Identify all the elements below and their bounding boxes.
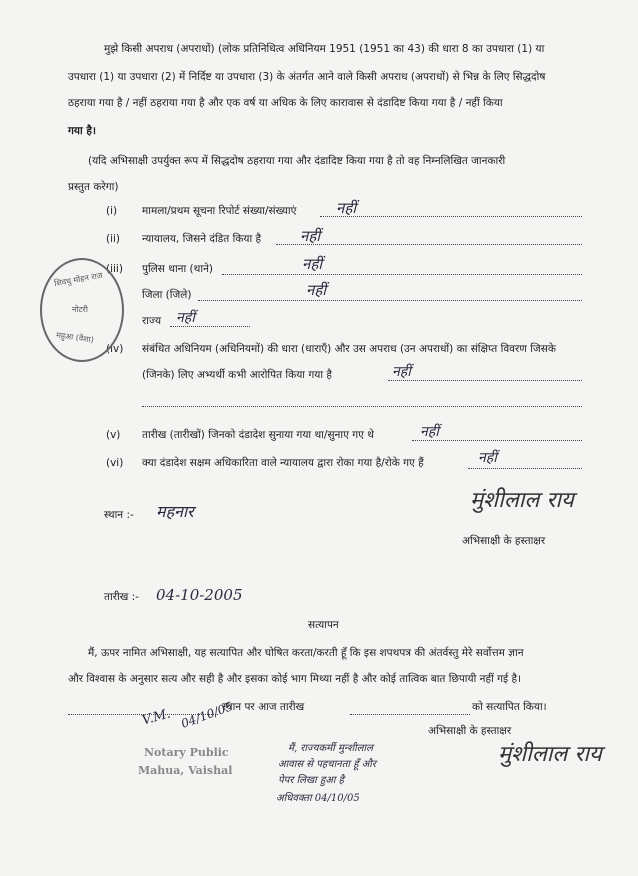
item-i-label: मामला/प्रथम सूचना रिपोर्ट संख्या/संख्याएं <box>142 205 297 217</box>
item-iii-value: नहीं <box>302 255 323 273</box>
item-ii-line <box>276 244 582 245</box>
handwritten-note-2: आवास से पहचानता हूँ और <box>278 759 377 770</box>
item-i-value: नहीं <box>336 199 357 217</box>
verification-heading: सत्यापन <box>308 619 339 631</box>
deponent-sig-label: अभिसाक्षी के हस्ताक्षर <box>462 535 546 547</box>
notary-initials: V.M. <box>140 706 173 729</box>
notary-line2: Mahua, Vaishal <box>138 764 233 777</box>
item-iv-num: (iv) <box>106 343 124 355</box>
item-iii-c-label: राज्य <box>142 315 162 327</box>
footer-sig-label: अभिसाक्षी के हस्ताक्षर <box>428 725 512 737</box>
stamp-text-c: महुआ (वैशा) <box>55 330 95 345</box>
para2-line2: प्रस्तुत करेगा) <box>68 181 119 193</box>
item-iii-b-value: नहीं <box>306 281 327 299</box>
para1-line3: ठहराया गया है / नहीं ठहराया गया है और एक वर्ष या अधिक के लिए कारावास से दंडादिष्ट किया गया है / नहीं किया <box>68 97 503 109</box>
item-iv-label2: (जिनके) लिए अभ्यर्थी कभी आरोपित किया गया है <box>142 369 332 381</box>
item-v-label: तारीख (तारीखों) जिनको दंडादेश सुनाया गया था/सुनाए गए थे <box>142 429 374 441</box>
item-vi-label: क्या दंडादेश सक्षम अधिकारिता वाले न्यायालय द्वारा रोका गया है/रोके गए हैं <box>142 457 424 469</box>
place-label: स्थान :- <box>104 509 134 521</box>
item-iii-b-label: जिला (जिले) <box>142 289 192 301</box>
date-label: तारीख :- <box>104 591 139 603</box>
item-iii-c-value: नहीं <box>176 310 195 326</box>
handwritten-note-3: पेपर लिखा हुआ है <box>278 775 344 786</box>
item-ii-num: (ii) <box>106 233 121 245</box>
verification-line1: मैं, ऊपर नामित अभिसाक्षी, यह सत्यापित और घोषित करता/करती हूँ कि इस शपथपत्र की अंतर्वस्तु मेरे सर्वोत्तम ज्ञान <box>88 647 524 659</box>
verification-line3b: को सत्यापित किया। <box>472 701 547 713</box>
item-iv-line2 <box>142 406 582 407</box>
item-i-line <box>320 216 582 217</box>
handwritten-note-4: अधिवक्ता 04/10/05 <box>276 793 360 804</box>
item-vi-line <box>468 468 582 469</box>
item-ii-label: न्यायालय, जिसने दंडित किया है <box>142 233 262 245</box>
stamp-text-b: नोटरी <box>72 305 88 314</box>
item-v-num: (v) <box>106 429 121 441</box>
item-iii-num: (iii) <box>106 263 123 275</box>
footer-signature: मुंशीलाल राय <box>498 742 602 767</box>
item-v-value: नहीं <box>420 424 439 440</box>
para1-line2: उपधारा (1) या उपधारा (2) में निर्दिष्ट या उपधारा (3) के अंतर्गत आने वाले किसी अपराध (अपराधों) से भिन्न के लिए सिद्धदोष <box>68 71 546 83</box>
item-iii-line <box>222 274 582 275</box>
place-value: महनार <box>156 502 194 521</box>
para2-line1: (यदि अभिसाक्षी उपर्युक्त रूप में सिद्धदोष ठहराया गया और दंडादिष्ट किया गया है तो वह निम्नलिखित जानकारी <box>88 155 506 167</box>
para1-line1: मुझे किसी अपराध (अपराधों) (लोक प्रतिनिधित्व अधिनियम 1951 (1951 का 43) की धारा 8 का उपधारा (1) या <box>104 43 545 55</box>
item-iv-line <box>388 380 582 381</box>
handwritten-note-1: मैं, राज्यकर्मी मुन्शीलाल <box>288 743 373 754</box>
item-iii-b-line <box>198 300 582 301</box>
notary-stamp <box>136 699 256 796</box>
seal-stamp <box>40 258 124 362</box>
item-vi-value: नहीं <box>478 450 497 466</box>
verification-line3-blank2 <box>350 714 470 715</box>
item-vi-num: (vi) <box>106 457 124 469</box>
item-iii-label: पुलिस थाना (थाने) <box>142 263 214 275</box>
item-iv-value: नहीं <box>392 364 411 380</box>
para1-line4: गया है। <box>68 125 96 137</box>
notary-date: 04/10/05 <box>179 699 235 731</box>
item-i-num: (i) <box>106 205 118 217</box>
stamp-text-a: शिवधु मोहन राज <box>53 270 104 289</box>
verification-line2: और विश्वास के अनुसार सत्य और सही है और इसका कोई भाग मिथ्या नहीं है और कोई तात्विक बात छिपायी नहीं गई है। <box>68 673 522 685</box>
verification-line3a: स्थान पर आज तारीख <box>222 701 305 713</box>
deponent-signature: मुंशीलाल राय <box>470 488 574 513</box>
notary-line1: Notary Public <box>144 746 229 759</box>
item-ii-value: नहीं <box>300 227 321 245</box>
date-value: 04-10-2005 <box>156 586 243 604</box>
item-iv-label1: संबंधित अधिनियम (अधिनियमों) की धारा (धाराएँ) और उस अपराध (उन अपराधों) का संक्षिप्त विवरण जिसके <box>142 343 556 355</box>
